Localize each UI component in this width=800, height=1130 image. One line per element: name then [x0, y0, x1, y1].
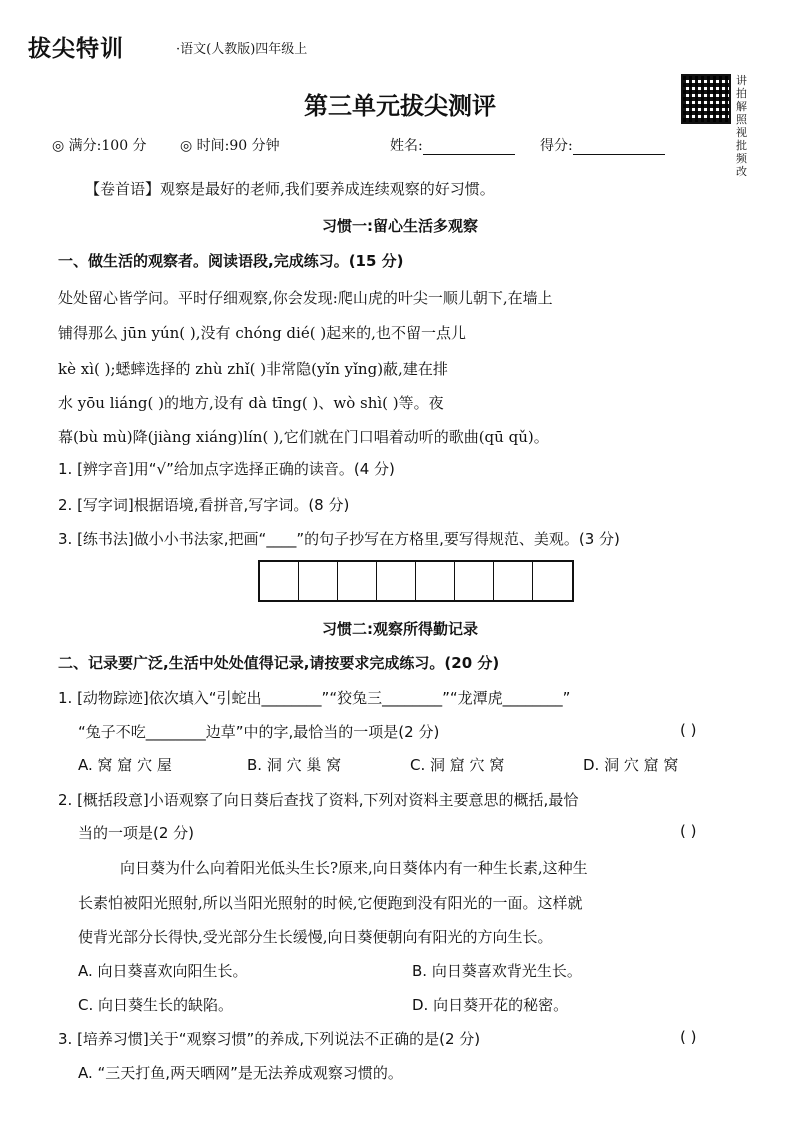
passage-line: 处处留心皆学问。平时仔细观察,你会发现:爬山虎的叶尖一顺儿朝下,在墙上 [58, 289, 553, 307]
option-c[interactable]: C. 洞 窟 穴 窝 [410, 756, 505, 774]
option-a[interactable]: A. 窝 窟 穴 屋 [78, 756, 172, 774]
grid-cell[interactable] [377, 562, 416, 600]
foreword: 【卷首语】观察是最好的老师,我们要养成连续观察的好习惯。 [85, 180, 495, 198]
habit2-title: 习惯二:观察所得勤记录 [322, 620, 478, 638]
grid-cell[interactable] [299, 562, 338, 600]
score-label: 得分: [540, 138, 573, 154]
grid-cell[interactable] [494, 562, 533, 600]
q2-2-line1: 2. [概括段意]小语观察了向日葵后查找了资料,下列对资料主要意思的概括,最恰 [58, 791, 579, 809]
qr-caption: 讲拍解照视批频改 [736, 74, 747, 178]
question1-heading: 一、做生活的观察者。阅读语段,完成练习。(15 分) [58, 252, 404, 270]
grid-cell[interactable] [455, 562, 494, 600]
option-d[interactable]: D. 向日葵开花的秘密。 [412, 996, 569, 1014]
grid-cell[interactable] [260, 562, 299, 600]
answer-paren[interactable]: ( ) [680, 822, 697, 840]
passage-line: 铺得那么 jūn yún( ),没有 chóng dié( )起来的,也不留一点儿 [58, 324, 466, 342]
option-b[interactable]: B. 洞 穴 巢 窝 [247, 756, 342, 774]
grid-cell[interactable] [338, 562, 377, 600]
subject-label: ·语文(人教版)四年级上 [176, 42, 308, 57]
score-field[interactable] [540, 135, 665, 155]
reading-line: 长素怕被阳光照射,所以当阳光照射的时候,它便跑到没有阳光的一面。这样就 [78, 894, 583, 912]
reading-line: 使背光部分长得快,受光部分生长缓慢,向日葵便朝向有阳光的方向生长。 [78, 928, 553, 946]
passage-line: 幕(bù mù)降(jiàng xiáng)lín( ),它们就在门口唱着动听的歌曲(qū qǔ)。 [58, 428, 549, 446]
option-a[interactable]: A. “三天打鱼,两天晒网”是无法养成观察习惯的。 [78, 1064, 403, 1082]
answer-paren[interactable]: ( ) [680, 1028, 697, 1046]
reading-line: 向日葵为什么向着阳光低头生长?原来,向日葵体内有一种生长素,这种生 [120, 859, 588, 877]
passage-line: 水 yōu liáng( )的地方,设有 dà tīng( )、wò shì( )等。夜 [58, 394, 444, 412]
grid-cell[interactable] [533, 562, 572, 600]
brand-logo: 拔尖特训 [28, 36, 124, 62]
subquestion-1: 1. [辨字音]用“√”给加点字选择正确的读音。(4 分) [58, 460, 395, 478]
name-label: 姓名: [390, 138, 423, 154]
passage-line: kè xì( );蟋蟀选择的 zhù zhǐ( )非常隐(yǐn yǐng)蔽,建在排 [58, 360, 448, 378]
subquestion-2: 2. [写字词]根据语境,看拼音,写字词。(8 分) [58, 496, 350, 514]
full-score: ◎ 满分:100 分 [52, 138, 147, 154]
option-b[interactable]: B. 向日葵喜欢背光生长。 [412, 962, 582, 980]
grid-cell[interactable] [416, 562, 455, 600]
q2-1-line1: 1. [动物踪迹]依次填入“引蛇出________”“狡兔三________”“龙潭虎________” [58, 689, 571, 707]
q2-3-line: 3. [培养习惯]关于“观察习惯”的养成,下列说法不正确的是(2 分) [58, 1030, 481, 1048]
question2-heading: 二、记录要广泛,生活中处处值得记录,请按要求完成练习。(20 分) [58, 654, 500, 672]
q2-2-line2: 当的一项是(2 分) [78, 824, 195, 842]
time-limit: ◎ 时间:90 分钟 [180, 138, 280, 154]
option-c[interactable]: C. 向日葵生长的缺陷。 [78, 996, 234, 1014]
name-field[interactable] [390, 135, 515, 155]
habit1-title: 习惯一:留心生活多观察 [322, 217, 478, 235]
page-title: 第三单元拔尖测评 [304, 92, 496, 120]
option-a[interactable]: A. 向日葵喜欢向阳生长。 [78, 962, 248, 980]
writing-grid[interactable] [258, 560, 574, 602]
subquestion-3: 3. [练书法]做小小书法家,把画“____”的句子抄写在方格里,要写得规范、美观。(3 分) [58, 530, 620, 548]
q2-1-line2: “兔子不吃________边草”中的字,最恰当的一项是(2 分) [78, 723, 440, 741]
answer-paren[interactable]: ( ) [680, 721, 697, 739]
option-d[interactable]: D. 洞 穴 窟 窝 [583, 756, 679, 774]
